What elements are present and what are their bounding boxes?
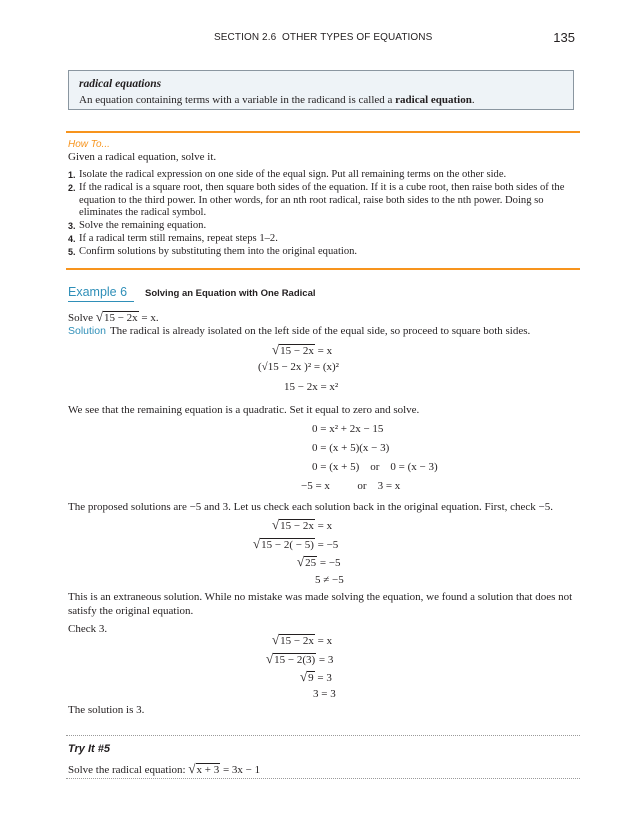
howto-step: [68, 220, 580, 233]
math-line: [313, 688, 336, 700]
radical-icon: √: [272, 342, 280, 357]
math-left: 0: [312, 423, 318, 435]
math-left: 0: [312, 442, 318, 454]
step-text: If a radical term still remains, repeat steps 1–2.: [79, 232, 278, 244]
radical-icon: √: [300, 669, 308, 684]
page-number: 135: [553, 30, 575, 45]
definition-term: radical equation: [395, 94, 472, 106]
math-right: = x or 3 = x: [315, 480, 401, 492]
quadratic-text: We see that the remaining equation is a quadratic. Set it equal to zero and solve.: [68, 404, 420, 416]
math-line: [272, 342, 332, 358]
math-right: = (x + 5)(x − 3): [320, 442, 390, 454]
math-left: 5: [315, 574, 321, 586]
radical-icon: √: [253, 536, 261, 551]
howto-step: [68, 246, 580, 259]
sqrt-expression: [272, 632, 315, 648]
proposed-text: The proposed solutions are −5 and 3. Let us check each solution back in the original equation. First, check −5.: [68, 501, 553, 513]
howto-steps: [68, 169, 580, 259]
howto-step: [68, 182, 580, 220]
math-right: = x: [317, 345, 333, 357]
extraneous-text-1: This is an extraneous solution. While no mistake was made solving the equation, we found a solution that does not: [68, 591, 573, 603]
math-line: [301, 480, 400, 492]
sqrt-expression: [272, 342, 315, 358]
radicand: 25: [305, 557, 317, 569]
step-number: 3.: [68, 221, 76, 232]
tryit-prefix: Solve the radical equation:: [68, 764, 189, 776]
tryit-suffix: = 3x − 1: [220, 764, 261, 776]
math-line: [258, 361, 339, 373]
math-left: 0: [312, 461, 318, 473]
math-line: [312, 442, 389, 454]
howto-step: [68, 169, 580, 182]
math-left: 15 − 2x: [284, 381, 318, 393]
step-number: 2.: [68, 182, 76, 193]
radical-icon: √: [266, 651, 274, 666]
math-left: (√15 − 2x )² = (x)²: [258, 361, 339, 373]
radicand: 15 − 2x: [280, 635, 314, 647]
radicand: 15 − 2(3): [274, 654, 316, 666]
extraneous-text-2: satisfy the original equation.: [68, 605, 194, 617]
example-label: Example 6: [68, 285, 128, 299]
math-line: [312, 461, 438, 473]
section-header: [214, 32, 432, 43]
radicand: 15 − 2x: [280, 345, 314, 357]
example-prompt: [68, 309, 159, 325]
definition-title: radical equations: [79, 78, 162, 90]
sqrt-expression: [188, 761, 220, 777]
math-right: = x² + 2x − 15: [320, 423, 384, 435]
math-line: [312, 423, 383, 435]
example-title: Solving an Equation with One Radical: [145, 288, 316, 299]
step-text: Solve the remaining equation.: [79, 220, 207, 232]
step-text: Isolate the radical expression on one side of the equal sign. Put all remaining terms on the other side.: [79, 169, 507, 180]
tryit-text: [68, 761, 260, 777]
math-left: 3: [313, 688, 319, 700]
sqrt-expression: [96, 309, 139, 325]
howto-intro: Given a radical equation, solve it.: [68, 151, 217, 163]
step-text: If the radical is a square root, then square both sides of the equation. If it is a cube root, then raise both sides of the equation to the third power. In other words, for an nth root radical, raise both sides to the nth power. Doing so eliminates the radical symbol.: [79, 181, 565, 219]
sqrt-expression: [272, 517, 315, 533]
definition-text-before: An equation containing terms with a variable in the radicand is called a: [79, 94, 396, 106]
math-line: [315, 574, 344, 586]
radicand: 9: [308, 672, 314, 684]
definition-text-after: .: [471, 94, 475, 106]
math-right: = −5: [319, 557, 341, 569]
solution-label: Solution: [68, 325, 106, 337]
radicand: x + 3: [196, 764, 220, 776]
section-prefix: SECTION 2.6: [214, 32, 277, 43]
conclusion-text: The solution is 3.: [68, 704, 145, 716]
radical-icon: √: [272, 632, 280, 647]
howto-step: [68, 233, 580, 246]
radicand: 15 − 2x: [103, 312, 138, 324]
howto-bottom-rule: [66, 268, 580, 270]
prompt-prefix: Solve: [68, 312, 96, 324]
howto-label: How To...: [68, 139, 110, 150]
math-line: [297, 554, 341, 570]
radicand: 15 − 2x: [280, 520, 314, 532]
sqrt-expression: [300, 669, 315, 685]
step-text: Confirm solutions by substituting them into the original equation.: [79, 245, 358, 257]
step-number: 5.: [68, 246, 76, 257]
step-number: 4.: [68, 233, 76, 244]
radicand: 15 − 2( − 5): [261, 539, 314, 551]
math-line: [272, 517, 332, 533]
math-right: ≠ −5: [323, 574, 344, 586]
tryit-bottom-rule: [66, 778, 580, 779]
definition-box: [68, 70, 574, 110]
tryit-top-rule: [66, 735, 580, 736]
math-right: = x: [317, 635, 333, 647]
math-line: [266, 651, 333, 667]
step-number: 1.: [68, 170, 76, 180]
solution-text: The radical is already isolated on the left side of the equal side, so proceed to square both sides.: [109, 325, 531, 337]
math-line: [253, 536, 338, 552]
math-line: [300, 669, 332, 685]
math-right: = x²: [320, 381, 339, 393]
radical-icon: √: [272, 517, 280, 532]
prompt-suffix: = x.: [138, 312, 159, 324]
sqrt-expression: [297, 554, 317, 570]
math-right: = 3: [318, 654, 334, 666]
math-right: = x: [317, 520, 333, 532]
check3-text: Check 3.: [68, 623, 108, 635]
radical-icon: √: [188, 761, 196, 776]
section-title: OTHER TYPES OF EQUATIONS: [282, 32, 433, 43]
sqrt-expression: [266, 651, 316, 667]
sqrt-expression: [253, 536, 315, 552]
tryit-label: Try It #5: [68, 743, 110, 755]
definition-text: [79, 94, 475, 106]
page-header: [0, 31, 630, 47]
math-right: = (x + 5) or 0 = (x − 3): [320, 461, 438, 473]
math-left: −5: [301, 480, 313, 492]
math-right: = 3: [317, 672, 332, 684]
solution-line: [68, 325, 530, 337]
radical-icon: √: [95, 309, 103, 324]
radical-icon: √: [297, 554, 305, 569]
math-right: = −5: [317, 539, 339, 551]
math-right: = 3: [321, 688, 336, 700]
example-underline: [68, 301, 134, 302]
math-line: [272, 632, 332, 648]
math-line: [284, 381, 338, 393]
howto-top-rule: [66, 131, 580, 133]
